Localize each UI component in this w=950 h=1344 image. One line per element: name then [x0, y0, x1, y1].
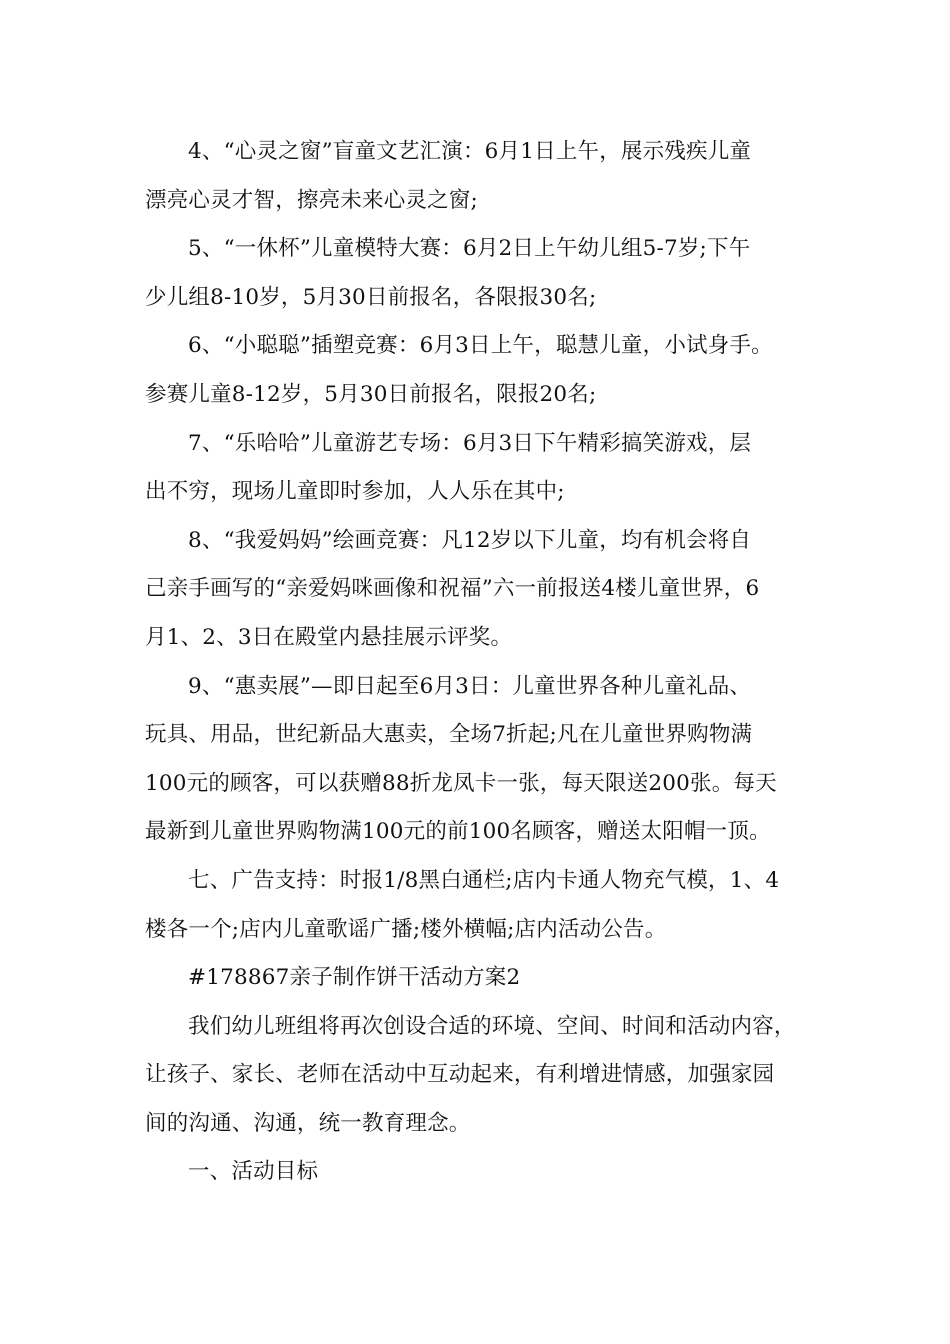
- document-body: [145, 128, 815, 1197]
- text-line: 4、“心灵之窗”盲童文艺汇演：6月1日上午，展示残疾儿童: [188, 139, 752, 164]
- text-line: #178867亲子制作饼干活动方案2: [188, 965, 521, 991]
- text-line: 楼各一个;店内儿童歌谣广播;楼外横幅;店内活动公告。: [145, 916, 667, 942]
- text-line: 5、“一休杯”儿童模特大赛：6月2日上午幼儿组5-7岁;下午: [188, 236, 751, 262]
- text-line: 间的沟通、沟通，统一教育理念。: [145, 1110, 471, 1136]
- text-line: 玩具、用品，世纪新品大惠卖，全场7折起;凡在儿童世界购物满: [145, 722, 753, 748]
- text-line: 7、“乐哈哈”儿童游艺专场：6月3日下午精彩搞笑游戏，层: [188, 430, 752, 456]
- text-line: 我们幼儿班组将再次创设合适的环境、空间、时间和活动内容，: [188, 1013, 796, 1039]
- text-line: 出不穷，现场儿童即时参加，人人乐在其中;: [145, 479, 565, 505]
- text-line: 月1、2、3日在殿堂内悬挂展示评奖。: [145, 624, 513, 650]
- text-line: 七、广告支持：时报1/8黑白通栏;店内卡通人物充气模，1、4: [188, 867, 780, 893]
- text-line: 100元的顾客，可以获赠88折龙凤卡一张，每天限送200张。每天: [145, 770, 777, 796]
- paragraph-item-7: [145, 420, 815, 517]
- text-line: 一、活动目标: [188, 1159, 319, 1185]
- paragraph-item-6: [145, 322, 815, 419]
- paragraph-item-5: [145, 225, 815, 322]
- text-line: 参赛儿童8-12岁，5月30日前报名，限报20名;: [145, 381, 597, 407]
- subsection-heading: [145, 1148, 815, 1197]
- text-line: 最新到儿童世界购物满100元的前100名顾客，赠送太阳帽一顶。: [145, 819, 771, 845]
- text-line: 8、“我爱妈妈”绘画竞赛：凡12岁以下儿童，均有机会将自: [188, 527, 752, 553]
- paragraph-item-9: [145, 663, 815, 857]
- paragraph-item-4: [145, 128, 815, 225]
- text-line: 6、“小聪聪”插塑竞赛：6月3日上午，聪慧儿童，小试身手。: [188, 333, 773, 359]
- paragraph-item-8: [145, 517, 815, 663]
- text-line: 漂亮心灵才智，擦亮未来心灵之窗;: [145, 187, 478, 213]
- paragraph-ad-support: [145, 857, 815, 954]
- text-line: 少儿组8-10岁，5月30日前报名，各限报30名;: [145, 284, 597, 310]
- paragraph-intro: [145, 1003, 815, 1149]
- text-line: 己亲手画写的“亲爱妈咪画像和祝福”六一前报送4楼儿童世界，6: [145, 576, 760, 602]
- text-line: 9、“惠卖展”—即日起至6月3日：儿童世界各种儿童礼品、: [188, 673, 752, 699]
- section-heading: [145, 954, 815, 1003]
- text-line: 让孩子、家长、老师在活动中互动起来，有利增进情感，加强家园: [145, 1062, 775, 1088]
